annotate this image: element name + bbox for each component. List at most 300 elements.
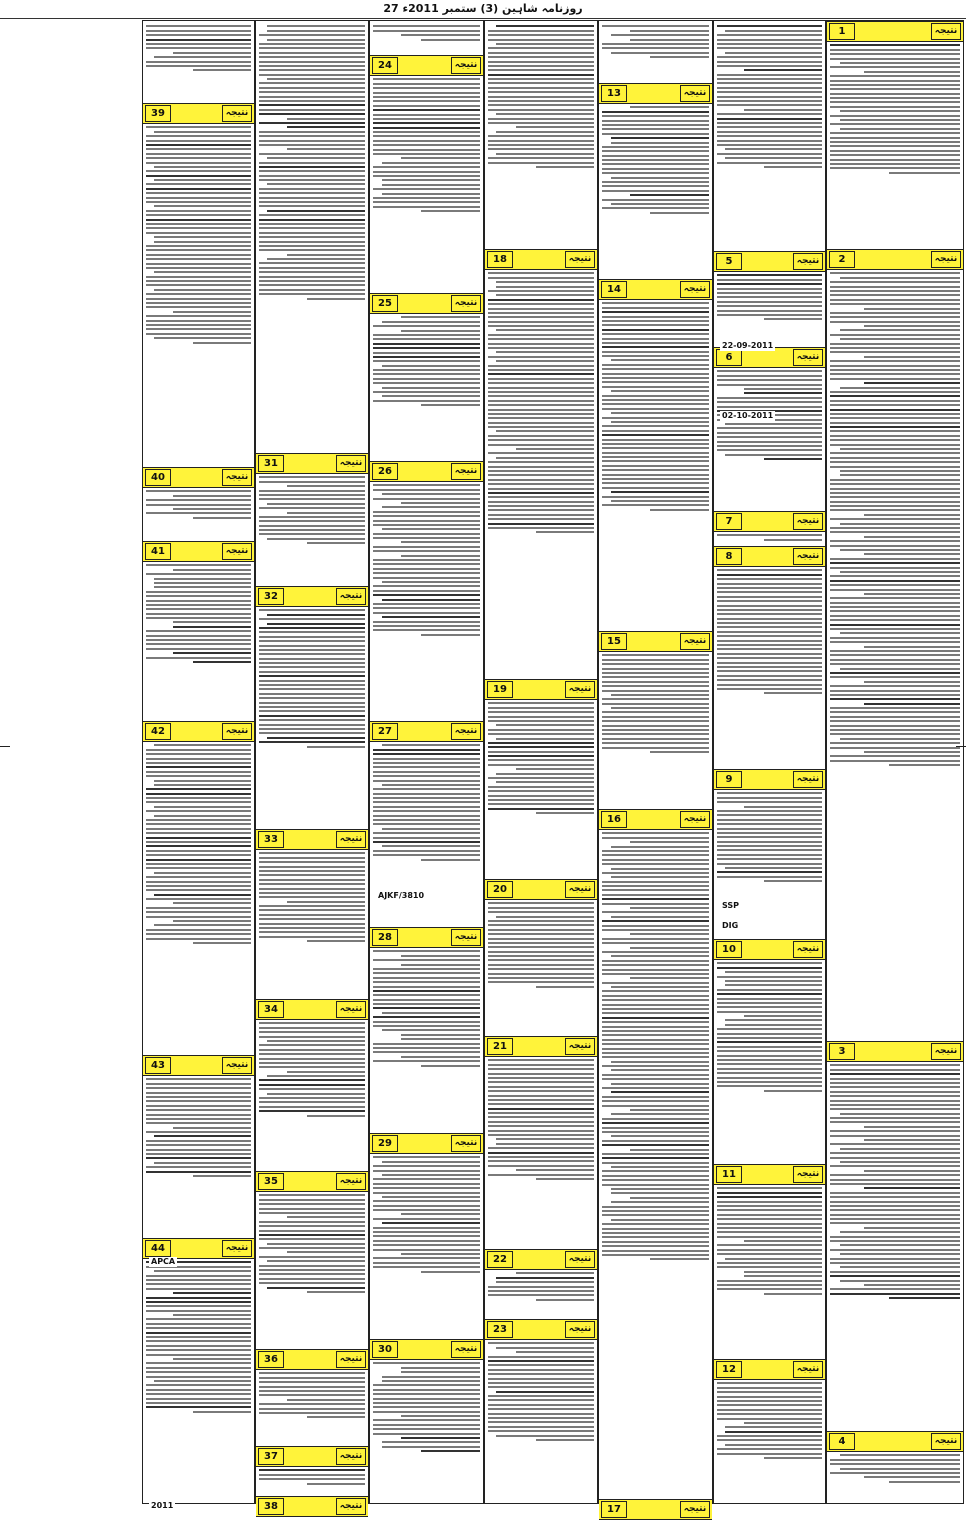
text-line — [717, 1284, 822, 1286]
text-line — [307, 1115, 365, 1117]
text-line — [259, 1199, 365, 1201]
text-line — [717, 1409, 822, 1411]
text-line — [146, 135, 251, 137]
text-line — [602, 1026, 709, 1028]
text-line — [146, 25, 251, 27]
text-line — [496, 294, 594, 296]
inline-figure: 22-09-2011 — [722, 341, 774, 350]
text-line — [764, 539, 822, 541]
text-line — [717, 657, 822, 659]
text-line — [146, 1149, 251, 1151]
text-line — [488, 1408, 594, 1410]
text-line — [259, 715, 365, 717]
text-line — [717, 153, 822, 155]
text-line — [830, 75, 960, 77]
text-line — [830, 1157, 960, 1159]
text-line — [717, 100, 822, 102]
text-line — [146, 810, 251, 812]
text-line — [602, 1254, 709, 1256]
text-line — [830, 1222, 960, 1224]
text-line — [259, 65, 365, 67]
text-line — [830, 496, 960, 498]
text-line — [259, 1079, 365, 1081]
text-line — [725, 1431, 822, 1433]
text-line — [259, 1036, 365, 1038]
text-line — [602, 668, 709, 670]
text-line — [717, 401, 822, 403]
text-line — [373, 201, 480, 203]
text-line — [830, 545, 960, 547]
text-line — [830, 483, 960, 485]
text-line — [146, 1087, 251, 1089]
text-line — [488, 140, 594, 142]
text-line — [717, 78, 822, 80]
text-line — [146, 1305, 251, 1307]
text-line — [421, 39, 480, 41]
text-line — [146, 881, 251, 883]
text-line — [830, 1459, 960, 1461]
article-text — [259, 1467, 365, 1496]
text-line — [259, 245, 365, 247]
text-line — [154, 337, 251, 339]
text-line — [488, 968, 594, 970]
column-right-2 — [713, 20, 826, 1504]
text-line — [840, 62, 960, 64]
text-line — [488, 387, 594, 389]
text-line — [154, 1380, 251, 1382]
text-line — [401, 1253, 480, 1255]
text-line — [602, 881, 709, 883]
text-line — [496, 281, 594, 283]
text-line — [154, 131, 251, 133]
text-line — [602, 942, 709, 944]
text-line — [830, 1104, 960, 1106]
text-line — [154, 578, 251, 580]
inline-figure: SSP — [722, 901, 740, 910]
text-line — [146, 210, 251, 212]
article-text — [488, 900, 594, 1036]
text-line — [744, 806, 822, 808]
result-label: نتیجہ — [336, 588, 366, 605]
text-line — [287, 254, 365, 256]
text-line — [373, 149, 480, 151]
text-line — [830, 1262, 960, 1264]
text-line — [373, 325, 480, 327]
text-line — [146, 1092, 251, 1094]
text-line — [717, 1288, 822, 1290]
text-line — [864, 593, 960, 595]
text-line — [287, 512, 365, 514]
text-line — [830, 663, 960, 665]
text-line — [488, 426, 594, 428]
text-line — [173, 1314, 251, 1316]
text-line — [146, 771, 251, 773]
text-line — [146, 1279, 251, 1281]
text-line — [373, 87, 480, 89]
text-line — [382, 1196, 480, 1198]
text-line — [630, 1197, 709, 1199]
text-line — [488, 795, 594, 797]
article-text — [146, 23, 251, 103]
text-line — [373, 603, 480, 605]
text-line — [488, 1290, 594, 1292]
text-line — [173, 902, 251, 904]
text-line — [602, 1206, 709, 1208]
article-text — [373, 23, 480, 55]
text-line — [717, 1187, 822, 1189]
text-line — [764, 1090, 822, 1092]
text-line — [717, 1253, 822, 1255]
result-tag — [370, 927, 483, 948]
text-line — [421, 859, 480, 861]
result-tag — [714, 511, 825, 532]
text-line — [830, 145, 960, 147]
text-line — [830, 167, 960, 169]
result-number: 23 — [487, 1321, 513, 1338]
text-line — [154, 241, 251, 243]
column-right-1 — [826, 20, 964, 1504]
text-line — [373, 559, 480, 561]
text-line — [536, 1178, 594, 1180]
text-line — [602, 698, 709, 700]
text-line — [830, 720, 960, 722]
text-line — [830, 558, 960, 560]
text-line — [764, 1457, 822, 1459]
text-line — [488, 1134, 594, 1136]
text-line — [267, 78, 365, 80]
text-line — [259, 219, 365, 221]
text-line — [602, 351, 709, 353]
text-line — [287, 148, 365, 150]
text-line — [382, 1380, 480, 1382]
text-line — [373, 1170, 480, 1172]
text-line — [602, 146, 709, 148]
result-label: نتیجہ — [680, 1501, 710, 1518]
text-line — [259, 1058, 365, 1060]
result-tag — [256, 453, 368, 474]
text-line — [830, 49, 960, 51]
text-line — [146, 1131, 251, 1133]
text-line — [373, 793, 480, 795]
text-line — [401, 330, 480, 332]
text-line — [488, 122, 594, 124]
text-line — [830, 518, 960, 520]
text-line — [717, 836, 822, 838]
text-line — [717, 397, 822, 399]
text-line — [146, 254, 251, 256]
text-line — [717, 613, 822, 615]
text-line — [373, 83, 480, 85]
result-tag — [714, 1359, 825, 1380]
text-line — [259, 1208, 365, 1210]
article-text — [373, 948, 480, 1133]
text-line — [717, 863, 822, 865]
text-line — [488, 1116, 594, 1118]
text-line — [488, 65, 594, 67]
text-line — [602, 172, 709, 174]
text-line — [830, 562, 960, 564]
text-line — [864, 553, 960, 555]
text-line — [840, 738, 960, 740]
text-line — [717, 96, 822, 98]
text-line — [602, 364, 709, 366]
result-tag — [485, 679, 597, 700]
text-line — [717, 644, 822, 646]
text-line — [146, 1083, 251, 1085]
text-line — [488, 1147, 594, 1149]
text-line — [267, 1075, 365, 1077]
article-text — [717, 368, 822, 511]
text-line — [373, 1187, 480, 1189]
text-line — [764, 458, 822, 460]
text-line — [488, 938, 594, 940]
text-line — [259, 525, 365, 527]
text-line — [146, 1171, 251, 1173]
text-line — [864, 646, 960, 648]
text-line — [373, 1209, 480, 1211]
text-line — [373, 153, 480, 155]
text-line — [373, 1025, 480, 1027]
text-line — [146, 749, 251, 751]
text-line — [259, 87, 365, 89]
text-line — [602, 894, 709, 896]
text-line — [602, 1122, 709, 1124]
text-line — [259, 236, 365, 238]
text-line — [830, 672, 960, 674]
text-line — [602, 368, 709, 370]
text-line — [602, 25, 709, 27]
text-line — [830, 1135, 960, 1137]
text-line — [267, 1243, 365, 1245]
text-line — [259, 741, 365, 743]
text-line — [602, 1157, 709, 1159]
text-line — [259, 931, 365, 933]
column-right-7 — [142, 20, 255, 1510]
result-label: نتیجہ — [222, 543, 252, 560]
text-line — [307, 542, 365, 544]
text-line — [830, 373, 960, 375]
text-line — [373, 25, 480, 27]
result-tag — [714, 939, 825, 960]
text-line — [146, 249, 251, 251]
text-line — [488, 474, 594, 476]
text-line — [373, 1389, 480, 1391]
text-line — [488, 951, 594, 953]
text-line — [373, 100, 480, 102]
text-line — [717, 653, 822, 655]
text-line — [287, 1071, 365, 1073]
text-line — [602, 1210, 709, 1212]
result-label: نتیجہ — [793, 513, 823, 530]
result-tag — [827, 1041, 963, 1062]
text-line — [611, 203, 709, 205]
text-line — [602, 973, 709, 975]
text-line — [488, 755, 594, 757]
text-line — [602, 207, 709, 209]
text-line — [717, 962, 822, 964]
text-line — [744, 392, 822, 394]
text-line — [650, 509, 709, 511]
text-line — [717, 122, 822, 124]
text-line — [373, 810, 480, 812]
text-line — [488, 505, 594, 507]
text-line — [717, 1063, 822, 1065]
text-line — [830, 312, 960, 314]
text-line — [154, 179, 251, 181]
text-line — [830, 610, 960, 612]
text-line — [602, 863, 709, 865]
text-line — [488, 87, 594, 89]
text-line — [146, 223, 251, 225]
text-line — [602, 302, 709, 304]
text-line — [259, 162, 365, 164]
text-line — [717, 823, 822, 825]
text-line — [611, 1113, 709, 1115]
text-line — [259, 1278, 365, 1280]
text-line — [373, 166, 480, 168]
text-line — [488, 1059, 594, 1061]
text-line — [259, 1469, 365, 1471]
text-line — [602, 747, 709, 749]
article-text — [146, 488, 251, 541]
text-line — [373, 1266, 480, 1268]
text-line — [611, 359, 709, 361]
text-line — [602, 725, 709, 727]
text-line — [373, 594, 480, 596]
text-line — [373, 135, 480, 137]
text-line — [307, 1483, 365, 1485]
text-line — [488, 303, 594, 305]
text-line — [373, 986, 480, 988]
text-line — [488, 470, 594, 472]
text-line — [154, 780, 251, 782]
text-line — [717, 1280, 822, 1282]
text-line — [725, 52, 822, 54]
text-line — [488, 733, 594, 735]
text-line — [373, 352, 480, 354]
text-line — [840, 632, 960, 634]
text-line — [602, 386, 709, 388]
masthead-rule — [0, 18, 966, 19]
text-line — [373, 854, 480, 856]
result-number: 26 — [372, 463, 398, 480]
text-line — [602, 487, 709, 489]
text-line — [516, 768, 594, 770]
result-label: نتیجہ — [336, 1498, 366, 1515]
text-line — [259, 1234, 365, 1236]
result-number: 12 — [716, 1361, 742, 1378]
result-label: نتیجہ — [680, 633, 710, 650]
text-line — [259, 494, 365, 496]
text-line — [259, 1022, 365, 1024]
text-line — [840, 1280, 960, 1282]
article-text — [602, 23, 709, 83]
article-text — [488, 1270, 594, 1319]
text-line — [611, 1061, 709, 1063]
text-line — [146, 604, 251, 606]
text-line — [154, 924, 251, 926]
text-line — [488, 144, 594, 146]
text-line — [146, 504, 251, 506]
text-line — [830, 747, 960, 749]
text-line — [421, 1271, 480, 1273]
text-line — [650, 1258, 709, 1260]
text-line — [602, 111, 709, 113]
text-line — [267, 157, 365, 159]
text-line — [830, 567, 960, 569]
text-line — [725, 423, 822, 425]
text-line — [602, 990, 709, 992]
result-tag — [143, 103, 254, 124]
text-line — [259, 47, 365, 49]
text-line — [488, 764, 594, 766]
text-line — [840, 523, 960, 525]
text-line — [602, 133, 709, 135]
text-line — [717, 1439, 822, 1441]
text-line — [717, 1262, 822, 1264]
text-line — [373, 206, 480, 208]
text-line — [382, 828, 480, 830]
text-line — [488, 933, 594, 935]
text-line — [717, 675, 822, 677]
text-line — [602, 1105, 709, 1107]
text-line — [830, 290, 960, 292]
text-line — [154, 744, 251, 746]
text-line — [488, 955, 594, 957]
text-line — [154, 271, 251, 273]
text-line — [259, 293, 365, 295]
text-line — [840, 110, 960, 112]
text-line — [611, 846, 709, 848]
text-line — [830, 435, 960, 437]
text-line — [496, 1277, 594, 1279]
text-line — [373, 537, 480, 539]
article-text — [259, 474, 365, 586]
text-line — [267, 258, 365, 260]
text-line — [146, 863, 251, 865]
text-line — [717, 1387, 822, 1389]
text-line — [488, 479, 594, 481]
text-line — [259, 490, 365, 492]
text-line — [193, 517, 251, 519]
text-line — [488, 1294, 594, 1296]
text-line — [496, 286, 594, 288]
text-line — [602, 1127, 709, 1129]
article-text — [259, 607, 365, 829]
text-line — [864, 1227, 960, 1229]
article-text — [602, 300, 709, 631]
text-line — [488, 290, 594, 292]
text-line — [146, 1122, 251, 1124]
text-line — [488, 1386, 594, 1388]
text-line — [840, 119, 960, 121]
text-line — [488, 321, 594, 323]
text-line — [373, 1411, 480, 1413]
text-line — [488, 417, 594, 419]
text-line — [146, 823, 251, 825]
text-line — [717, 858, 822, 860]
text-line — [717, 1391, 822, 1393]
article-text — [146, 742, 251, 1055]
text-line — [146, 258, 251, 260]
text-line — [259, 170, 365, 172]
text-line — [830, 1179, 960, 1181]
text-line — [173, 495, 251, 497]
text-line — [373, 197, 480, 199]
text-line — [267, 1040, 365, 1042]
text-line — [173, 626, 251, 628]
text-line — [488, 1160, 594, 1162]
